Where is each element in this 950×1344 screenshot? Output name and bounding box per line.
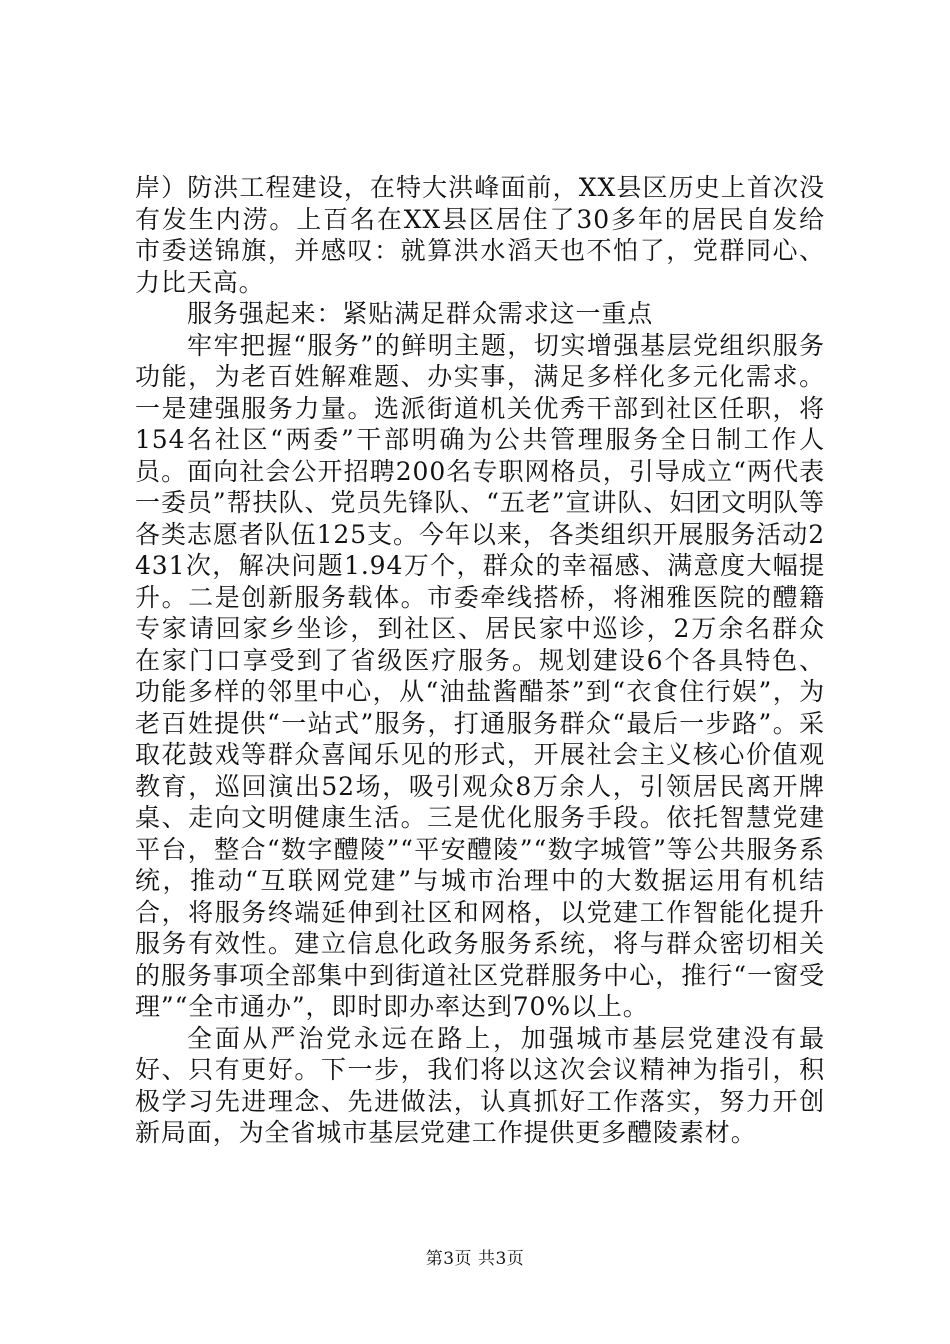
document-body: [135, 172, 825, 1149]
page-number-footer: 第3页 共3页: [425, 1249, 525, 1269]
paragraph-service: 牢牢把握“服务”的鲜明主题，切实增强基层党组织服务功能，为老百姓解难题、办实事，满足多样化多元化需求。一是建强服务力量。选派街道机关优秀干部到社区任职，将154名社区“两委”干部明确为公共管理服务全日制工作人员。面向社会公开招聘200名专职网格员，引导成立“两代表一委员”帮扶队、党员先锋队、“五老”宣讲队、妇团文明队等各类志愿者队伍125支。今年以来，各类组织开展服务活动2431次，解决问题1.94万个，群众的幸福感、满意度大幅提升。二是创新服务载体。市委牵线搭桥，将湘雅医院的醴籍专家请回家乡坐诊，到社区、居民家中巡诊，2万余名群众在家门口享受到了省级医疗服务。规划建设6个各具特色、功能多样的邻里中心，从“油盐酱醋茶”到“衣食住行娱”，为老百姓提供“一站式”服务，打通服务群众“最后一步路”。采取花鼓戏等群众喜闻乐见的形式，开展社会主义核心价值观教育，巡回演出52场，吸引观众8万余人，引领居民离开牌桌、走向文明健康生活。三是优化服务手段。依托智慧党建平台，整合“数字醴陵”“平安醴陵”“数字城管”等公共服务系统，推动“互联网党建”与城市治理中的大数据运用有机结合，将服务终端延伸到社区和网格，以党建工作智能化提升服务有效性。建立信息化政务服务系统，将与群众密切相关的服务事项全部集中到街道社区党群服务中心，推行“一窗受理”“全市通办”，即时即办率达到70%以上。: [135, 330, 825, 1021]
section-heading: 服务强起来：紧贴满足群众需求这一重点: [187, 299, 654, 328]
paragraph-continued: 岸）防洪工程建设，在特大洪峰面前，XX县区历史上首次没有发生内涝。上百名在XX县区居住了30多年的居民自发给市委送锦旗，并感叹：就算洪水滔天也不怕了，党群同心、力比天高。: [135, 173, 825, 297]
paragraph-conclusion: 全面从严治党永远在路上，加强城市基层党建没有最好、只有更好。下一步，我们将以这次会议精神为指引，积极学习先进理念、先进做法，认真抓好工作落实，努力开创新局面，为全省城市基层党建工作提供更多醴陵素材。: [135, 1023, 825, 1147]
